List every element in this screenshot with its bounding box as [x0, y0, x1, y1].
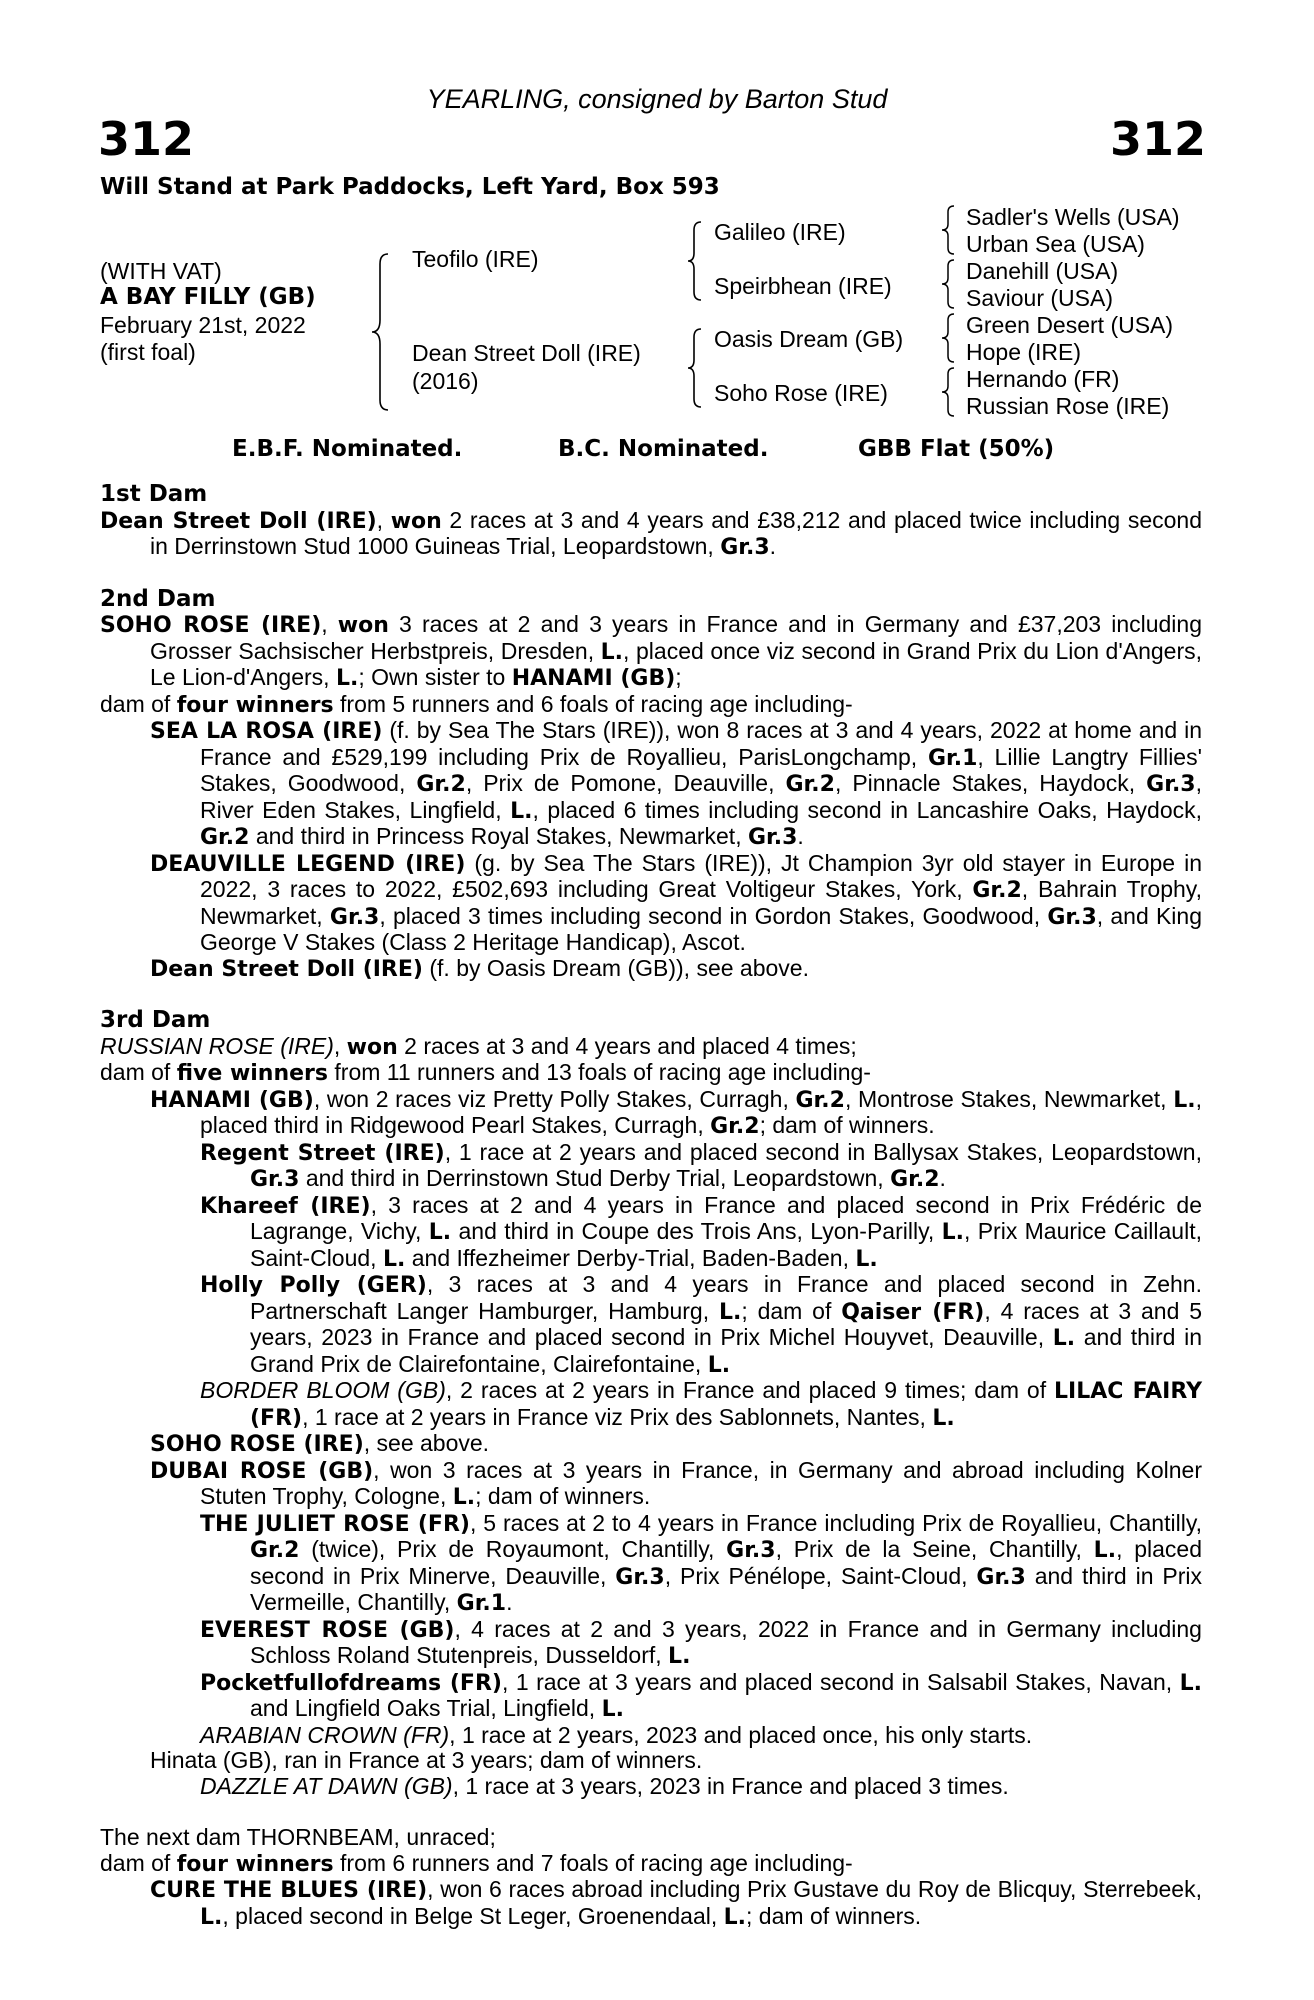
pedigree-brace-ds — [940, 312, 958, 364]
pedigree-brace-dam — [686, 327, 706, 409]
spacer — [100, 1799, 1202, 1825]
second-dam-entry: SOHO ROSE (IRE), won 3 races at 2 and 3 years in France and in Germany and £37,203 including Grosser Sachsischer Herbstpreis, Dresden, L., placed once viz second in Grand Prix du Lion d'Angers, Le Lion-d'Angers, L.; Own sister to HANAMI (GB); — [100, 611, 1203, 691]
first-dam-entry: Dean Street Doll (IRE), won 2 races at 3 and 4 years and £38,212 and placed twice including second in Derrinstown Stud 1000 Guineas Trial, Leopardstown, Gr.3. — [100, 506, 1202, 560]
horse-name: DAZZLE AT DAWN (GB) — [200, 1772, 453, 1799]
horse-name: SOHO ROSE (IRE) — [100, 613, 322, 638]
produce-entry: Holly Polly (GER), 3 races at 3 and 4 years in France and placed second in Zehn. Partnerschaft Langer Hamburger, Hamburg, L.; dam of Qaiser (FR), 4 races at 3 and 5 years, 2023 in France and placed second in Prix Michel Houyvet, Deauville, L. and third in Grand Prix de Clairefontaine, Clairefontaine, L. — [200, 1271, 1203, 1378]
horse-name: BORDER BLOOM (GB) — [200, 1377, 446, 1403]
pedigree-brace-dd — [940, 366, 958, 418]
produce-entry: ARABIAN CROWN (FR), 1 race at 2 years, 2023 and placed once, his only starts. — [200, 1721, 1033, 1748]
produce-entry: Pocketfullofdreams (FR), 1 race at 3 years and placed second in Salsabil Stakes, Navan, L. and Lingfield Oaks Trial, Lingfield, L. — [200, 1668, 1202, 1722]
consignor-header: YEARLING, consigned by Barton Stud — [426, 84, 888, 114]
pedigree-dam-sire: Oasis Dream (GB) — [714, 326, 904, 352]
third-dam-entry: RUSSIAN ROSE (IRE), won 2 races at 3 and 4 years and placed 4 times; — [100, 1032, 857, 1060]
horse-dob: February 21st, 2022 — [100, 312, 306, 338]
produce-entry: BORDER BLOOM (GB), 2 races at 2 years in France and placed 9 times; dam of LILAC FAIRY (FR), 1 race at 2 years in France viz Prix des Sablonnets, Nantes, L. — [200, 1377, 1202, 1431]
produce-entry: Khareef (IRE), 3 races at 2 and 4 years in France and placed second in Prix Frédéric de Lagrange, Vichy, L. and third in Coupe des Trois Ans, Lyon-Parilly, L., Prix Maurice Caillault, Saint-Cloud, L. and Iffezheimer Derby-Trial, Baden-Baden, L. — [200, 1191, 1202, 1272]
ebf-nomination: E.B.F. Nominated. — [232, 436, 463, 462]
lot-number-left: 312 — [98, 112, 195, 166]
horse-name: ARABIAN CROWN (FR) — [200, 1721, 450, 1748]
pedigree-brace-sire — [686, 220, 706, 302]
third-dam-produce-summary: dam of five winners from 11 runners and 13 foals of racing age including- — [100, 1059, 871, 1086]
pedigree-dsd: Hope (IRE) — [966, 339, 1082, 365]
produce-entry: CURE THE BLUES (IRE), won 6 races abroad including Prix Gustave du Roy de Blicquy, Sterrebeek, L., placed second in Belge St Leger, Groenendaal, L.; dam of winners. — [150, 1876, 1202, 1930]
produce-entry: Regent Street (IRE), 1 race at 2 years and placed second in Ballysax Stakes, Leopardstown, Gr.3 and third in Derrinstown Stud Derby Trial, Leopardstown, Gr.2. — [200, 1138, 1202, 1192]
horse-name: Holly Polly (GER) — [200, 1273, 427, 1298]
pedigree-ssd: Urban Sea (USA) — [966, 231, 1145, 257]
produce-entry: SOHO ROSE (IRE), see above. — [150, 1430, 490, 1457]
catalogue-body — [100, 482, 1202, 1930]
horse-name: DEAUVILLE LEGEND (IRE) — [150, 851, 466, 877]
horse-name: Regent Street (IRE) — [200, 1140, 445, 1166]
horse-name: CURE THE BLUES (IRE) — [150, 1878, 428, 1903]
horse-name: EVEREST ROSE (GB) — [200, 1617, 455, 1643]
gbb-nomination: GBB Flat (50%) — [858, 436, 1055, 462]
produce-entry: THE JULIET ROSE (FR), 5 races at 2 to 4 years in France including Prix de Royallieu, Chantilly, Gr.2 (twice), Prix de Royaumont, Chantilly, Gr.3, Prix de la Seine, Chantilly, L., placed second in Prix Minerve, Deauville, Gr.3, Prix Pénélope, Saint-Cloud, Gr.3 and third in Prix Vermeille, Chantilly, Gr.1. — [200, 1509, 1203, 1616]
bc-nomination: B.C. Nominated. — [558, 436, 769, 462]
produce-entry: DEAUVILLE LEGEND (IRE) (g. by Sea The Stars (IRE)), Jt Champion 3yr old stayer in Europe in 2022, 3 races to 2022, £502,693 including Great Voltigeur Stakes, York, Gr.2, Bahrain Trophy, Newmarket, Gr.3, placed 3 times including second in Gordon Stakes, Goodwood, Gr.3, and King George V Stakes (Class 2 Heritage Handicap), Ascot. — [150, 849, 1202, 955]
horse-name: SEA LA ROSA (IRE) — [150, 719, 383, 744]
produce-entry: Dean Street Doll (IRE) (f. by Oasis Dream (GB)), see above. — [150, 954, 809, 982]
lot-number-right: 312 — [1109, 112, 1206, 166]
pedigree-ddd: Russian Rose (IRE) — [966, 393, 1170, 419]
horse-name: SOHO ROSE (IRE) — [150, 1432, 364, 1457]
pedigree-sss: Sadler's Wells (USA) — [966, 204, 1180, 230]
horse-name: Pocketfullofdreams (FR) — [200, 1670, 502, 1696]
vat-note: (WITH VAT) — [100, 258, 222, 284]
next-dam-line: The next dam THORNBEAM, unraced; — [100, 1824, 496, 1850]
produce-entry: Hinata (GB), ran in France at 3 years; dam of winners. — [150, 1747, 703, 1773]
produce-entry: HANAMI (GB), won 2 races viz Pretty Polly Stakes, Curragh, Gr.2, Montrose Stakes, Newmarket, L., placed third in Ridgewood Pearl Stakes, Curragh, Gr.2; dam of winners. — [150, 1085, 1202, 1139]
second-dam-produce-summary: dam of four winners from 5 runners and 6 foals of racing age including- — [100, 690, 853, 718]
horse-name: RUSSIAN ROSE (IRE) — [100, 1032, 334, 1059]
horse-name: Dean Street Doll (IRE) — [100, 508, 377, 534]
pedigree-dam-year: (2016) — [412, 368, 479, 394]
pedigree-brace-sd — [940, 258, 958, 310]
produce-entry: SEA LA ROSA (IRE) (f. by Sea The Stars (IRE)), won 8 races at 3 and 4 years, 2022 at home and in France and £529,199 including Prix de Royallieu, ParisLongchamp, Gr.1, Lillie Langtry Fillies' Stakes, Goodwood, Gr.2, Prix de Pomone, Deauville, Gr.2, Pinnacle Stakes, Haydock, Gr.3, River Eden Stakes, Lingfield, L., placed 6 times including second in Lancashire Oaks, Haydock, Gr.2 and third in Princess Royal Stakes, Newmarket, Gr.3. — [150, 717, 1202, 850]
pedigree-sire-sire: Galileo (IRE) — [714, 219, 846, 245]
produce-entry: DAZZLE AT DAWN (GB), 1 race at 3 years, 2023 in France and placed 3 times. — [200, 1772, 1009, 1799]
first-dam-heading: 1st Dam — [100, 481, 208, 507]
pedigree-sdd: Saviour (USA) — [966, 285, 1113, 311]
horse-name: HANAMI (GB) — [150, 1087, 314, 1113]
pedigree-dam-dam: Soho Rose (IRE) — [714, 380, 888, 406]
horse-name: THE JULIET ROSE (FR) — [200, 1511, 470, 1537]
horse-foal: (first foal) — [100, 339, 196, 365]
pedigree-dds: Hernando (FR) — [966, 366, 1120, 392]
stand-location: Will Stand at Park Paddocks, Left Yard, Box 593 — [100, 174, 720, 200]
horse-name: Khareef (IRE) — [200, 1193, 371, 1219]
horse-name: DUBAI ROSE (GB) — [150, 1458, 374, 1484]
pedigree-sire: Teofilo (IRE) — [412, 246, 539, 272]
pedigree-sire-dam: Speirbhean (IRE) — [714, 273, 892, 299]
pedigree-brace-ss — [940, 204, 958, 256]
pedigree-sds: Danehill (USA) — [966, 258, 1119, 284]
next-dam-produce-summary: dam of four winners from 6 runners and 7 foals of racing age including- — [100, 1849, 853, 1877]
second-dam-heading: 2nd Dam — [100, 585, 216, 612]
produce-entry: EVEREST ROSE (GB), 4 races at 2 and 3 years, 2022 in France and in Germany including Schloss Roland Stutenpreis, Dusseldorf, L. — [200, 1615, 1202, 1669]
horse-name: A BAY FILLY (GB) — [100, 284, 316, 310]
pedigree-dam: Dean Street Doll (IRE) — [412, 340, 641, 366]
horse-name: Dean Street Doll (IRE) — [150, 956, 423, 982]
pedigree-dss: Green Desert (USA) — [966, 312, 1174, 338]
produce-entry: DUBAI ROSE (GB), won 3 races at 3 years in France, in Germany and abroad including Kolner Stuten Trophy, Cologne, L.; dam of winners. — [150, 1456, 1202, 1510]
third-dam-heading: 3rd Dam — [100, 1007, 211, 1033]
pedigree-brace-main — [370, 252, 394, 412]
